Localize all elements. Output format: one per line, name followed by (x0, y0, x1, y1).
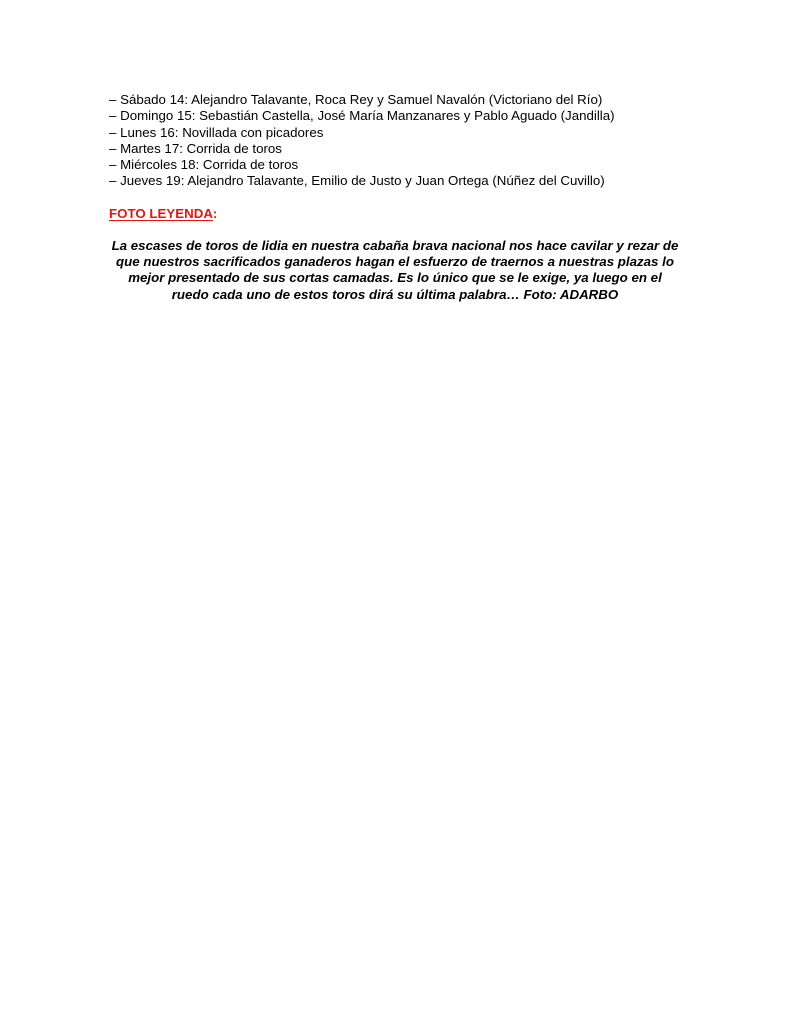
schedule-item-tuesday: – Martes 17: Corrida de toros (109, 140, 282, 156)
schedule-item-thursday: – Jueves 19: Alejandro Talavante, Emilio de Justo y Juan Ortega (Núñez del Cuvillo) (109, 173, 605, 189)
photo-caption-text: La escases de toros de lidia en nuestra cabaña brava nacional nos hace cavilar y rezar de que nuestros sacrificados ganaderos hagan el esfuerzo de traernos a nuestras plazas lo mejor presentado de sus cortas camadas. Es lo único que se le exige, ya luego en el ruedo cada uno de estos toros dirá su última palabra… Foto: ADARBO (111, 238, 679, 302)
schedule-item-saturday: – Sábado 14: Alejandro Talavante, Roca Rey y Samuel Navalón (Victoriano del Río) (109, 92, 603, 107)
photo-caption-heading-colon: : (212, 206, 218, 221)
schedule-item-sunday: – Domingo 15: Sebastián Castella, José María Manzanares y Pablo Aguado (Jandilla) (109, 108, 615, 124)
schedule-item-wednesday: – Miércoles 18: Corrida de toros (109, 157, 299, 173)
schedule-item-monday: – Lunes 16: Novillada con picadores (109, 124, 324, 140)
event-schedule-list (109, 92, 709, 190)
photo-caption-heading (109, 206, 217, 222)
photo-caption-heading-label: FOTO LEYENDA (109, 206, 213, 221)
